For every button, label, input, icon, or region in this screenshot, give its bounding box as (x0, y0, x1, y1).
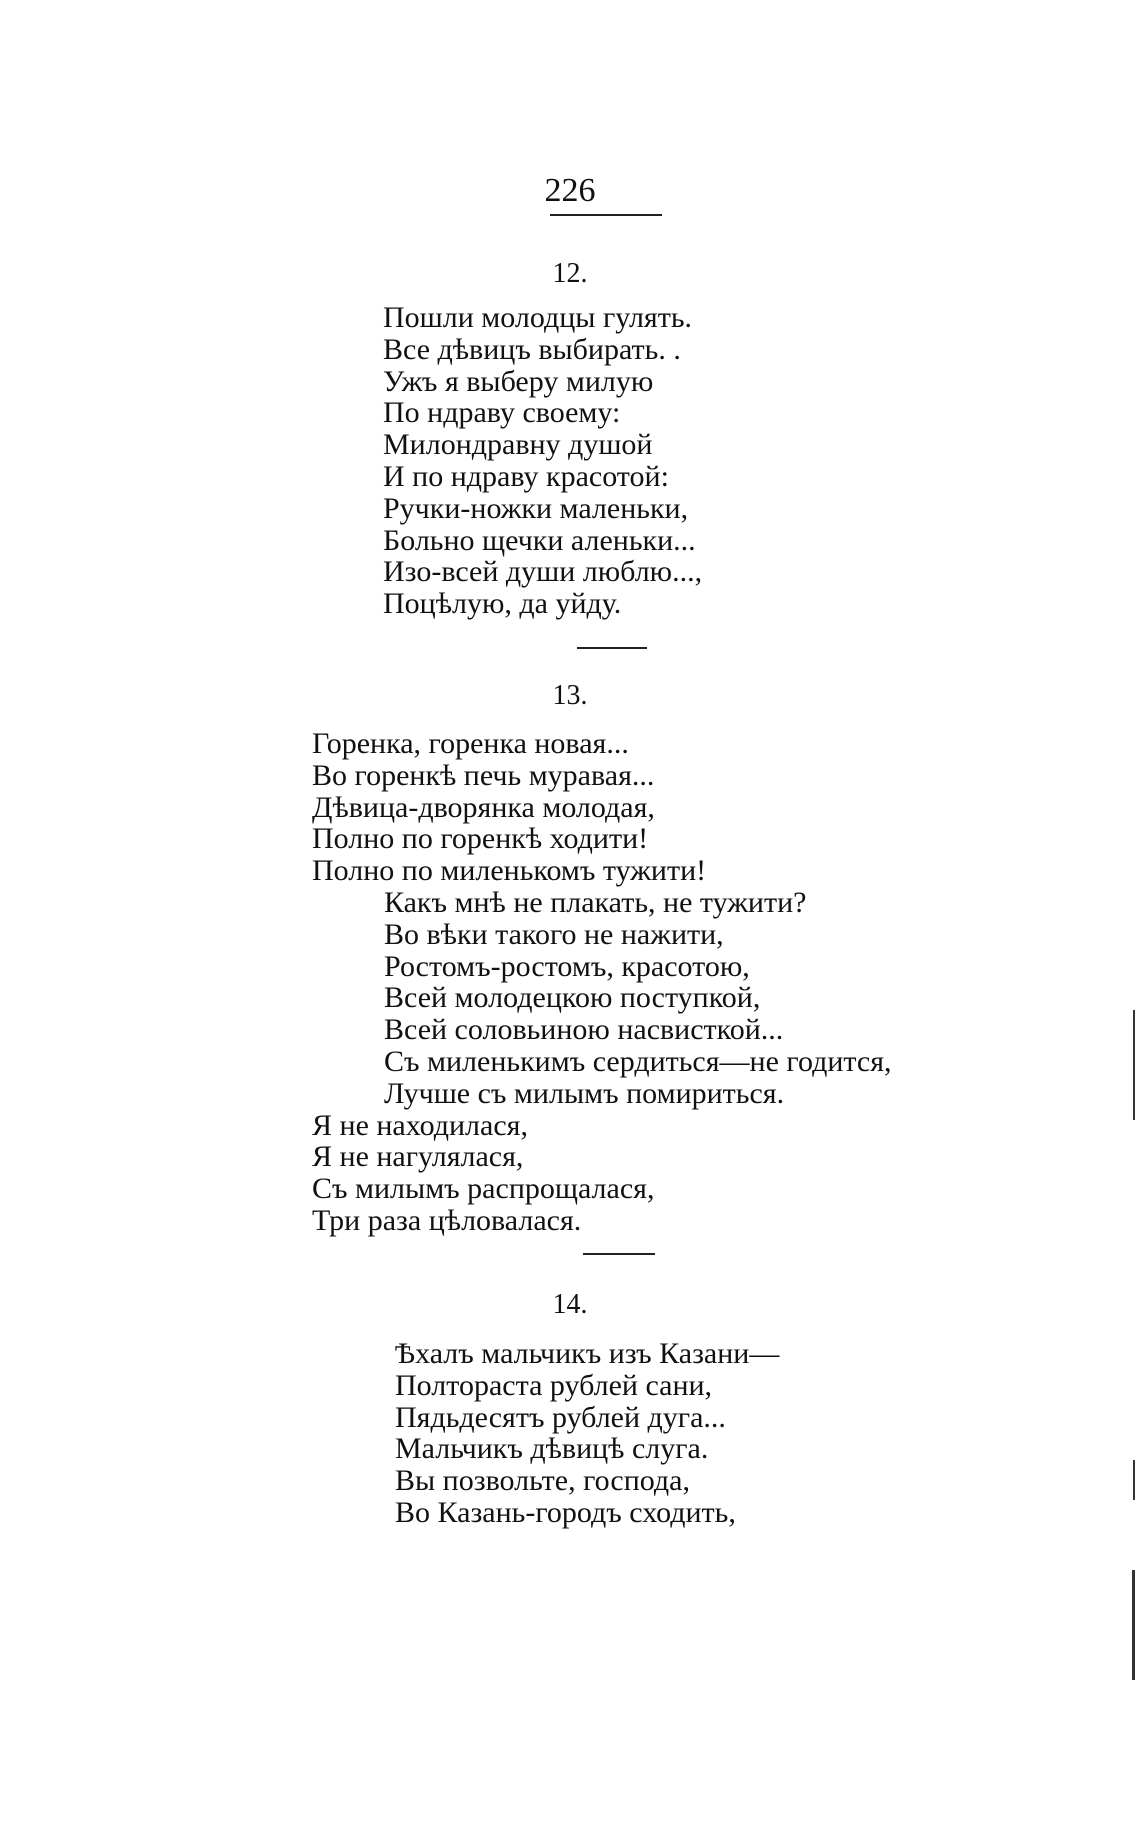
verse-13 (312, 728, 892, 1237)
verse-line: По ндраву своему: (383, 396, 621, 430)
verse-line: Съ милымъ распрощалася, (312, 1172, 655, 1206)
verse-line: Во вѣки такого не нажити, (384, 917, 724, 951)
section-number-13: 13. (552, 680, 588, 711)
verse-line: Во Казань-городъ сходить, (395, 1495, 736, 1529)
section-number-14: 14. (552, 1289, 588, 1320)
verse-line: Поцѣлую, да уйду. (383, 587, 622, 621)
verse-line: Полно по миленькомъ тужити! (312, 854, 707, 888)
verse-line: Я не находилася, (312, 1108, 528, 1142)
verse-line: Всей соловьиною насвисткой... (384, 1013, 784, 1047)
verse-line: Я не нагулялася, (312, 1140, 524, 1174)
verse-line: Пошли молодцы гулять. (383, 301, 693, 334)
verse-line: И по ндраву красотой: (383, 459, 669, 493)
section-divider (577, 647, 647, 649)
scan-edge-mark (1133, 1460, 1135, 1500)
verse-line: Ростомъ-ростомъ, красотою, (384, 949, 750, 983)
verse-line: Полно по горенкѣ ходити! (312, 822, 649, 856)
page-number: 226 (544, 172, 596, 209)
verse-line: Три раза цѣловалася. (312, 1203, 582, 1237)
verse-line: Во горенкѣ печь муравая... (312, 758, 655, 792)
verse-line: Ѣхалъ мальчикъ изъ Казани— (395, 1337, 780, 1370)
verse-line: Милондравну душой (383, 428, 653, 462)
verse-line: Больно щечки аленьки... (383, 523, 696, 557)
verse-line: Все дѣвицъ выбирать. . (383, 332, 681, 366)
verse-line: Дѣвица-дворянка молодая, (312, 790, 655, 824)
verse-line: Какъ мнѣ не плакать, не тужити? (384, 885, 807, 919)
verse-14 (395, 1338, 779, 1529)
section-divider (583, 1253, 655, 1255)
scan-edge-mark (1133, 1010, 1135, 1120)
verse-line: Лучше съ милымъ помириться. (384, 1076, 785, 1110)
verse-12 (383, 302, 702, 620)
verse-line: Съ миленькимъ сердиться—не годится, (384, 1044, 892, 1078)
scan-edge-mark (1132, 1570, 1135, 1680)
verse-line: Горенка, горенка новая... (312, 727, 629, 760)
verse-line: Вы позвольте, господа, (395, 1464, 690, 1498)
page-number-rule (550, 214, 662, 216)
verse-line: Мальчикъ дѣвицѣ слуга. (395, 1432, 709, 1466)
verse-line: Полтораста рублей сани, (395, 1368, 713, 1402)
section-number-12: 12. (552, 258, 588, 289)
verse-line: Ручки-ножки маленьки, (383, 491, 689, 525)
verse-line: Пядьдесятъ рублей дуга... (395, 1400, 726, 1434)
verse-line: Всей молодецкою поступкой, (384, 981, 761, 1015)
verse-line: Изо-всей души люблю..., (383, 555, 703, 589)
verse-line: Ужъ я выберу милую (383, 364, 654, 398)
